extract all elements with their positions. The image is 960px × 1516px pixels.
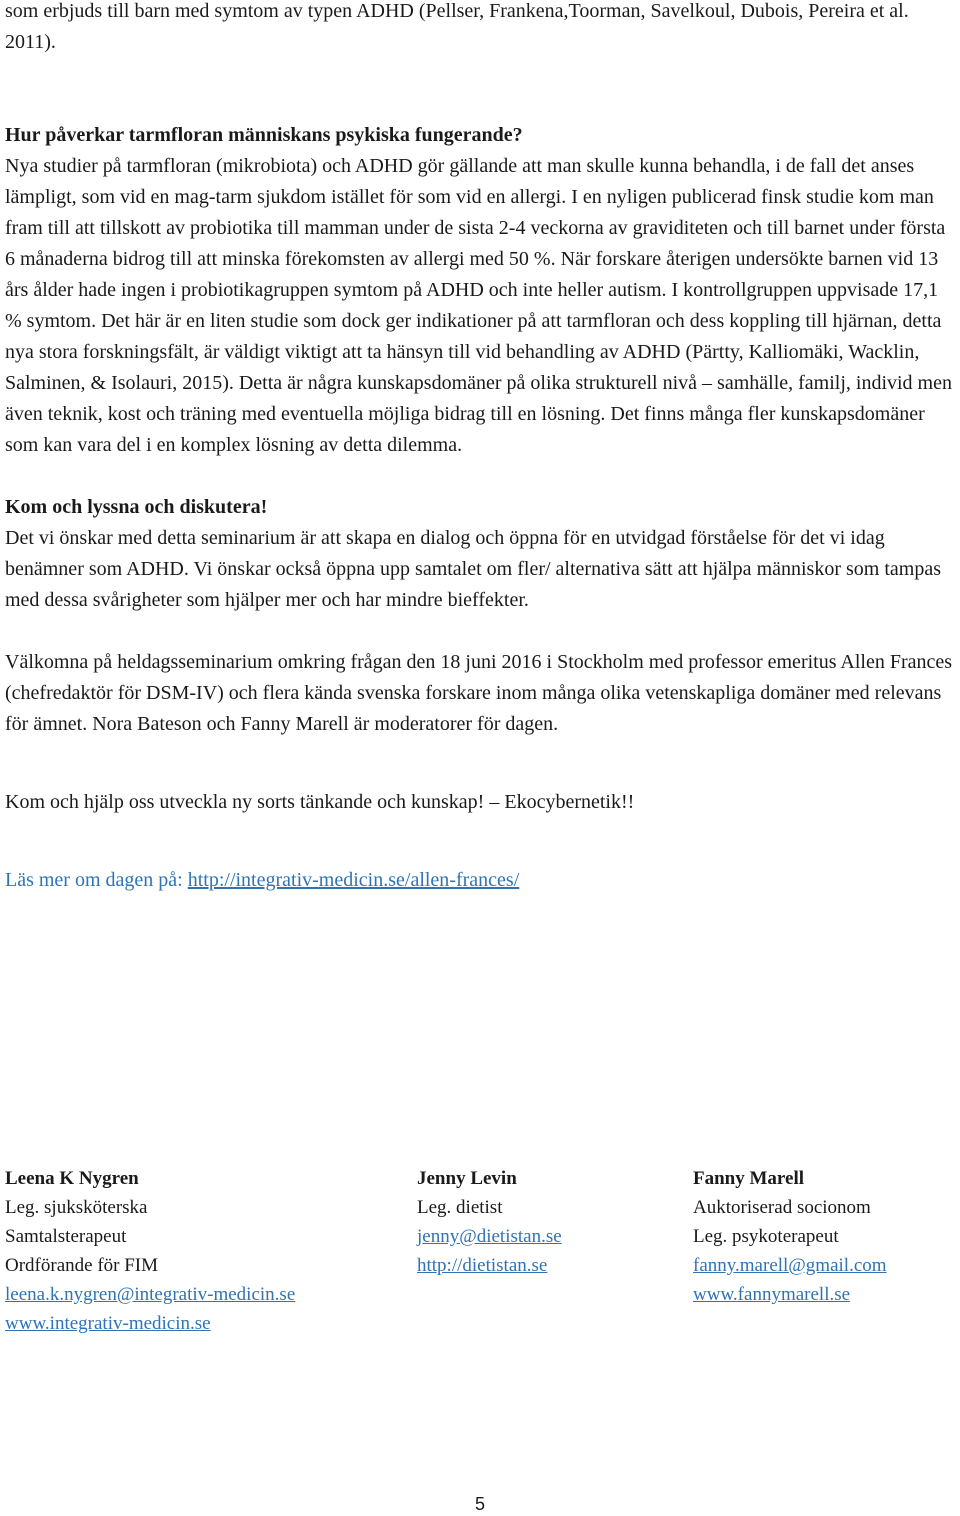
signature-title: Leg. psykoterapeut [693, 1226, 839, 1247]
signature-name: Fanny Marell [693, 1168, 805, 1189]
email-link[interactable]: fanny.marell@gmail.com [693, 1255, 887, 1276]
website-link[interactable]: www.fannymarell.se [693, 1284, 851, 1305]
read-more-link[interactable]: http://integrativ-medicin.se/allen-frances/ [187, 869, 520, 891]
page-number: 5 [474, 1494, 485, 1514]
signature-title: Leg. sjuksköterska [5, 1197, 148, 1218]
document-page [5, 0, 955, 896]
signature-leena-nygren [5, 1164, 295, 1338]
intro-paragraph: som erbjuds till barn med symtom av typen ADHD (Pellser, Frankena,Toorman, Savelkoul, Dubois, Pereira et al. 2011). [5, 0, 909, 53]
signature-fanny-marell [693, 1164, 887, 1309]
section-body-gut-flora: Nya studier på tarmfloran (mikrobiota) och ADHD gör gällande att man skulle kunna behandla, i de fall det anses lämpligt, som vid en mag-tarm sjukdom istället för som vid en allergi. I en nyligen publicerad finsk studie kom man fram till att tillskott av probiotika till mamman under de sista 2-4 veckorna av graviditeten och till barnet under första 6 månaderna bidrog till att minska förekomsten av allergi med 50 %. När forskare återigen undersökte barnen vid 13 års ålder hade ingen i probiotikagruppen symtom på ADHD och inte heller autism. I kontrollgruppen uppvisade 17,1 % symtom. Det här är en liten studie som dock ger indikationer på att tarmfloran och dess koppling till hjärnan, detta nya stora forskningsfält, är väldigt viktigt att ta hänsyn till vid behandling av ADHD (Pärtty, Kalliomäki, Wacklin, Salminen, & Isolauri, 2015). Detta är några kunskapsdomäner på olika strukturell nivå – samhälle, familj, individ men även teknik, kost och träning med eventuella möjliga bidrag till en lösning. Det finns många fler kunskapsdomäner som kan vara del i en komplex lösning av detta dilemma. [5, 155, 952, 456]
signature-title: Leg. dietist [417, 1197, 503, 1218]
section-heading-gut-flora: Hur påverkar tarmfloran människans psykiska fungerande? [5, 124, 523, 146]
signature-title: Samtalsterapeut [5, 1226, 127, 1247]
signature-title: Auktoriserad socionom [693, 1197, 871, 1218]
email-link[interactable]: jenny@dietistan.se [417, 1226, 562, 1247]
callout-line: Kom och hjälp oss utveckla ny sorts tänkande och kunskap! – Ekocybernetik!! [5, 791, 635, 813]
read-more-label: Läs mer om dagen på: [5, 869, 188, 891]
signature-title: Ordförande för FIM [5, 1255, 159, 1276]
signature-name: Jenny Levin [417, 1168, 517, 1189]
section-heading-discuss: Kom och lyssna och diskutera! [5, 496, 268, 518]
website-link[interactable]: www.integrativ-medicin.se [5, 1313, 211, 1334]
welcome-paragraph: Välkomna på heldagsseminarium omkring frågan den 18 juni 2016 i Stockholm med professor emeritus Allen Frances (chefredaktör för DSM-IV) och flera kända svenska forskare inom många olika vetenskapliga domäner med relevans för ämnet. Nora Bateson och Fanny Marell är moderatorer för dagen. [5, 651, 953, 735]
website-link[interactable]: http://dietistan.se [417, 1255, 548, 1276]
section-body-discuss: Det vi önskar med detta seminarium är att skapa en dialog och öppna för en utvidgad förståelse för det vi idag benämner som ADHD. Vi önskar också öppna upp samtalet om fler/ alternativa sätt att hjälpa människor som tampas med dessa svårigheter som hjälper mer och har mindre bieffekter. [5, 527, 941, 611]
signature-jenny-levin [417, 1164, 562, 1280]
signature-name: Leena K Nygren [5, 1168, 139, 1189]
email-link[interactable]: leena.k.nygren@integrativ-medicin.se [5, 1284, 296, 1305]
read-more-line [5, 865, 955, 896]
